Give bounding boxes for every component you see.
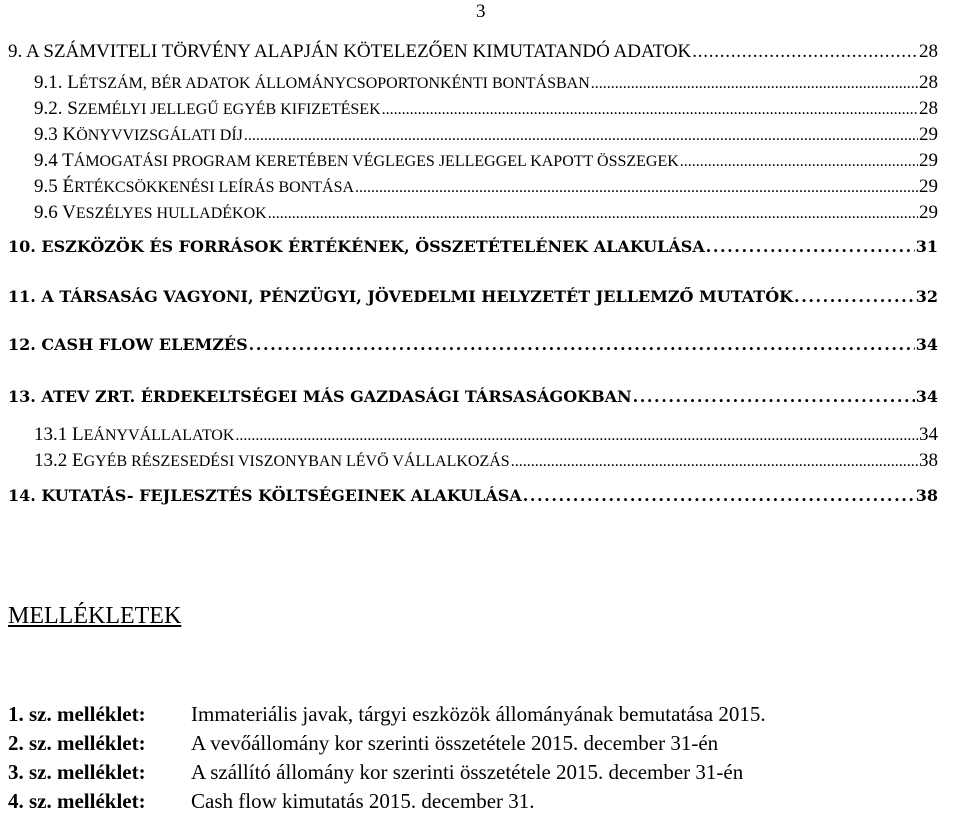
toc-entry-9-6[interactable]	[8, 200, 938, 226]
toc-entry-9-1[interactable]	[8, 70, 938, 96]
toc-leader-dots	[706, 234, 915, 260]
toc-leader-dots	[249, 332, 915, 358]
toc-leader-dots	[382, 97, 918, 122]
toc-entry-prefix: 9.1. L	[34, 72, 79, 93]
toc-entry-prefix: 9.4 T	[34, 150, 74, 171]
toc-entry-text: ZEMÉLYI JELLEGŰ EGYÉB KIFIZETÉSEK	[77, 101, 381, 118]
toc-leader-dots	[633, 384, 915, 410]
toc-entry-text: ESZÉLYES HULLADÉKOK	[75, 205, 267, 222]
toc-leader-dots	[692, 39, 918, 65]
toc-entry-9-5[interactable]	[8, 174, 938, 200]
mellek-description: A szállító állomány kor szerinti összetétele 2015. december 31-én	[191, 760, 744, 784]
toc-leader-dots	[235, 423, 918, 448]
page-number: 3	[476, 1, 486, 22]
toc-entry-page: 38	[919, 450, 938, 471]
mellek-description: A vevőállomány kor szerinti összetétele 2015. december 31-én	[191, 731, 719, 755]
toc-entry-9-4[interactable]	[8, 148, 938, 174]
list-item	[8, 729, 948, 758]
mellek-label: 1. sz. melléklet:	[8, 702, 146, 726]
mellek-description: Immateriális javak, tárgyi eszközök állományának bemutatása 2015.	[191, 702, 766, 726]
toc-entry-11[interactable]	[8, 284, 938, 310]
toc-entry-text: ÁMOGATÁSI PROGRAM KERETÉBEN VÉGLEGES JELLEGGEL KAPOTT ÖSSZEGEK	[73, 153, 679, 170]
toc-entry-13-1[interactable]	[8, 422, 938, 448]
toc-leader-dots	[244, 123, 918, 148]
toc-leader-dots	[523, 483, 915, 509]
toc-entry-text: ÉTSZÁM, BÉR ADATOK ÁLLOMÁNYCSOPORTONKÉNTI BONTÁSBAN	[78, 75, 590, 92]
toc-entry-9[interactable]	[8, 39, 938, 65]
toc-entry-text: 12. CASH FLOW ELEMZÉS	[8, 335, 248, 354]
toc-leader-dots	[794, 284, 915, 310]
list-item	[8, 787, 948, 816]
list-item	[8, 700, 948, 729]
toc-entry-page: 29	[919, 176, 938, 197]
toc-entry-text: 14. KUTATÁS- FEJLESZTÉS KÖLTSÉGEINEK ALAKULÁSA	[8, 486, 522, 505]
mellekletek-heading: MELLÉKLETEK	[8, 603, 182, 629]
mellek-description: Cash flow kimutatás 2015. december 31.	[191, 789, 535, 813]
list-item	[8, 758, 948, 787]
toc-entry-10[interactable]	[8, 234, 938, 260]
toc-entry-prefix: 9.6 V	[34, 202, 76, 223]
toc-entry-page: 32	[915, 287, 938, 306]
toc-entry-text: 10. ESZKÖZÖK ÉS FORRÁSOK ÉRTÉKÉNEK, ÖSSZETÉTELÉNEK ALAKULÁSA	[8, 237, 705, 256]
toc-leader-dots	[511, 449, 918, 474]
toc-entry-prefix: 9.5 É	[34, 176, 75, 197]
toc-entry-prefix: 9.2. S	[34, 98, 78, 119]
toc-entry-page: 29	[919, 202, 938, 223]
toc-entry-13-2[interactable]	[8, 448, 938, 474]
toc-entry-prefix: 9.3 K	[34, 124, 77, 145]
mellek-label: 4. sz. melléklet:	[8, 789, 146, 813]
toc-entry-text: 13. ATEV ZRT. ÉRDEKELTSÉGEI MÁS GAZDASÁGI TÁRSASÁGOKBAN	[8, 387, 632, 406]
mellek-label: 2. sz. melléklet:	[8, 731, 146, 755]
toc-entry-text: ÖNYVVIZSGÁLATI DÍJ	[76, 127, 243, 144]
toc-entry-page: 34	[919, 424, 938, 445]
toc-entry-page: 34	[915, 387, 938, 406]
toc-leader-dots	[355, 175, 918, 200]
toc-entry-text: GYÉB RÉSZESEDÉSI VISZONYBAN LÉVŐ VÁLLALKOZÁS	[83, 453, 510, 470]
toc-entry-page: 28	[919, 41, 938, 62]
toc-entry-13[interactable]	[8, 384, 938, 410]
toc-entry-text: 9. A SZÁMVITELI TÖRVÉNY ALAPJÁN KÖTELEZŐEN KIMUTATANDÓ ADATOK	[8, 41, 692, 62]
toc-leader-dots	[591, 71, 918, 96]
toc-entry-12[interactable]	[8, 332, 938, 358]
toc-entry-page: 31	[915, 237, 938, 256]
toc-entry-prefix: 13.1 L	[34, 424, 84, 445]
toc-entry-9-2[interactable]	[8, 96, 938, 122]
toc-entry-text: 11. A TÁRSASÁG VAGYONI, PÉNZÜGYI, JÖVEDELMI HELYZETÉT JELLEMZŐ MUTATÓK	[8, 287, 794, 306]
mellekletek-list	[8, 700, 948, 816]
toc-entry-prefix: 13.2 E	[34, 450, 84, 471]
toc-entry-page: 34	[915, 335, 938, 354]
toc-leader-dots	[268, 201, 918, 226]
toc-leader-dots	[680, 149, 918, 174]
toc-entry-page: 28	[919, 98, 938, 119]
toc-entry-page: 29	[919, 124, 938, 145]
toc-entry-page: 38	[915, 486, 938, 505]
toc-entry-page: 28	[919, 72, 938, 93]
toc-entry-9-3[interactable]	[8, 122, 938, 148]
toc-entry-page: 29	[919, 150, 938, 171]
toc-entry-text: EÁNYVÁLLALATOK	[83, 427, 235, 444]
toc-entry-14[interactable]	[8, 483, 938, 509]
mellek-label: 3. sz. melléklet:	[8, 760, 146, 784]
toc-entry-text: RTÉKCSÖKKENÉSI LEÍRÁS BONTÁSA	[74, 179, 355, 196]
